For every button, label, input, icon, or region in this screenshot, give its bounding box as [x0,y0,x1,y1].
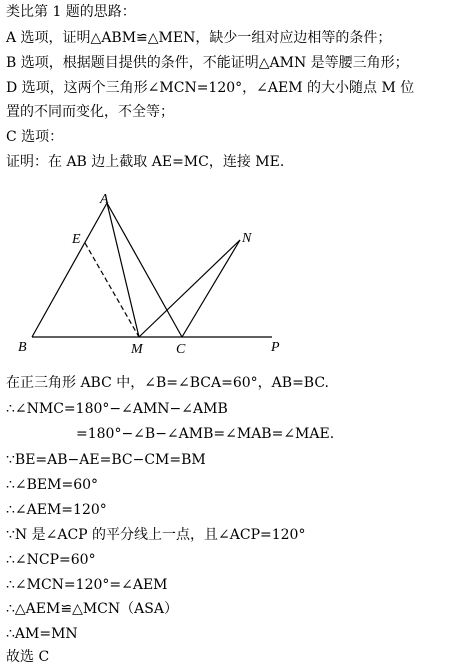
text-line: =180°−∠B−∠AMB=∠MAB=∠MAE. [76,426,335,442]
text-line: D 选项，这两个三角形∠MCN=120°，∠AEM 的大小随点 M 位 [6,80,415,96]
text-line: 证明：在 AB 边上截取 AE=MC，连接 ME. [6,154,285,170]
label-P: P [271,340,280,355]
segment-AB [32,203,107,337]
label-B: B [18,340,27,355]
text-line: ∴∠MCN=120°=∠AEM [6,577,168,593]
text-line: A 选项，证明△ABM≌△MEN，缺少一组对应边相等的条件； [6,30,392,46]
segment-AC [107,203,182,337]
text-line: 置的不同而变化，不全等； [6,104,174,120]
geometry-figure [0,183,300,358]
segment-EM [85,243,139,337]
segment-CN [182,240,240,337]
text-line: ∴∠NCP=60° [6,552,96,568]
label-C: C [176,342,186,357]
text-line: ∴∠AEM=120° [6,502,107,518]
text-line: ∴AM=MN [6,626,78,642]
text-line: ∴∠NMC=180°−∠AMN−∠AMB [6,401,228,417]
text-line: 在正三角形 ABC 中，∠B=∠BCA=60°，AB=BC. [6,375,330,391]
text-line: B 选项，根据题目提供的条件，不能证明△AMN 是等腰三角形； [6,55,409,71]
label-N: N [242,231,252,246]
text-line: ∴△AEM≌△MCN（ASA） [6,601,178,617]
text-line: 故选 C [6,649,50,665]
segment-MN [139,240,240,337]
text-line: 类比第 1 题的思路： [6,4,136,20]
label-A: A [100,192,109,207]
segment-AM [107,203,139,337]
label-M: M [131,342,143,357]
text-line: ∵BE=AB−AE=BC−CM=BM [6,452,206,468]
text-line: ∴∠BEM=60° [6,477,99,493]
label-E: E [72,232,81,247]
text-line: C 选项： [6,129,64,145]
text-line: ∵N 是∠ACP 的平分线上一点，且∠ACP=120° [6,527,306,543]
